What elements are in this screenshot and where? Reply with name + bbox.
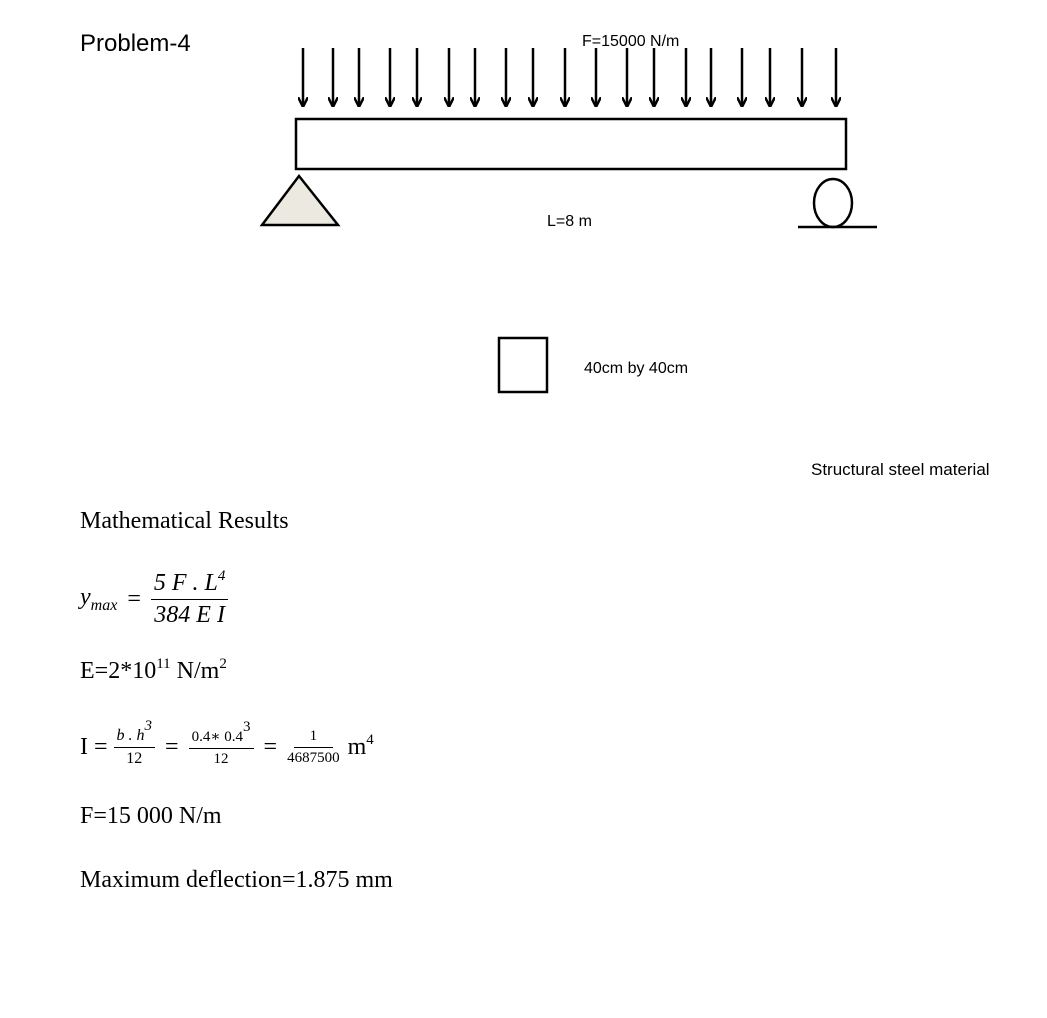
elastic-modulus-line: $E=2*10^{11}$ $N/m^2$ xyxy=(80,656,227,684)
length-label: L=8 m xyxy=(547,213,592,230)
inertia-fraction-2: $\frac{0.4∗ 0.4^3}{12}$ xyxy=(189,727,254,768)
roller-support xyxy=(814,179,852,227)
ymax-fraction: $\frac{5 F . L^4}{\text{384 E I}}$ xyxy=(151,570,229,629)
distributed-load-arrows xyxy=(303,48,836,106)
inertia-formula: I = $\frac{b . h^3}{12}$ = $\frac{0.4∗ 0.4^3}{12}$ = $\frac{1}{4687500}$ $m^4$ xyxy=(80,718,374,767)
math-heading: Mathematical Results xyxy=(80,508,289,534)
cross-section-label: 40cm by 40cm xyxy=(584,360,689,377)
problem-title: Problem-4 xyxy=(80,30,191,57)
inertia-fraction-3: $\frac{1}{4687500}$ xyxy=(287,727,340,766)
inertia-fraction-1: $\frac{b . h^3}{12}$ xyxy=(114,726,156,768)
max-deflection-result: Maximum deflection=1.875 mm xyxy=(80,867,393,893)
ymax-formula: $y_{max}$ = $\frac{5 F . L^4}{\text{384 E I}}$ xyxy=(80,570,232,629)
beam xyxy=(296,119,846,169)
ymax-symbol: $y_{max}$ xyxy=(80,584,118,614)
load-line: F=15 000 N/m xyxy=(80,803,222,829)
material-note: Structural steel material xyxy=(811,460,990,479)
cross-section-square xyxy=(497,336,551,396)
load-label: F=15000 N/m xyxy=(582,33,680,50)
beam-diagram xyxy=(0,0,1047,240)
pinned-support xyxy=(262,176,338,225)
